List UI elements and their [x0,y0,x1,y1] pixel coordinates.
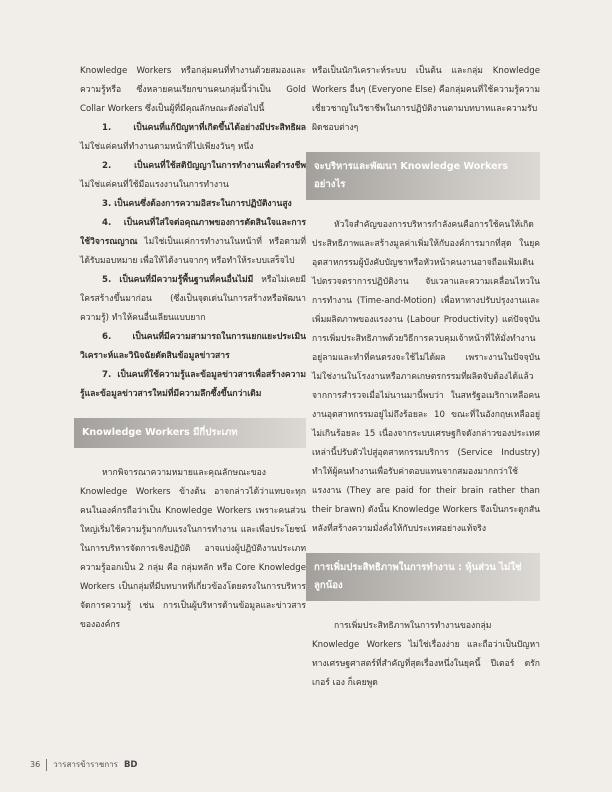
page-footer [30,758,138,771]
trait-lead: 2. เป็นคนที่ใช้สติปัญญาในการทำงานเพื่อดำรงชีพ [102,161,306,171]
trait-item [80,366,306,404]
trait-item [80,214,306,271]
trait-rest: หรือไม่เคยมีใครสร้างขึ้นมาก่อน (ซึ่งเป็นจุดเด่นในการสร้างหรือพัฒนาความรู้) ทำให้คนอื่นเลียนแบบยาก [80,275,307,323]
trait-rest: ไม่ใช่เป็นแค่การทำงานในหน้าที่ หรือตามที่ได้รับมอบหมาย เพื่อให้ได้งานจากๆ หรือทำให้ระบบเสร็จไป [80,237,306,266]
right-column [312,62,540,693]
trait-lead: 1. เป็นคนที่แก้ปัญหาที่เกิดขึ้นได้อย่างมีประสิทธิผล [102,123,306,133]
magazine-title: วารสารข้าราชการ [53,760,118,769]
trait-item [80,157,306,195]
trait-lead: 7. เป็นคนที่ใช้ความรู้และข้อมูลข่าวสารเพื่อสร้างความรู้และข้อมูลข่าวสารใหม่ที่มีความลึกซึ้งขึ้นกว่าเดิม [80,370,306,399]
right-intro-paragraph: หรือเป็นนักวิเคราะห์ระบบ เป็นต้น และกลุ่ม Knowledge Workers อื่นๆ (Everyone Else) คือกลุ่มคนที่ใช้ความรู้ความเชี่ยวชาญในวิชาชีพในการปฏิบัติงานตามบทบาทและความรับผิดชอบต่างๆ [312,66,540,133]
magazine-logo: BD [123,759,138,770]
trait-lead: 6. เป็นคนที่มีความสามารถในการแยกแยะประเมิน วิเคราะห์และวินิจฉัยตัดสินข้อมูลข่าวสาร [80,332,306,361]
section-heading-types: Knowledge Workers มีกี่ประเภท [74,418,306,448]
trait-item [80,195,306,214]
section-heading-productivity: การเพิ่มประสิทธิภาพในการทำงาน : หุ้นส่วน ไม่ใช่ลูกน้อง [306,553,540,601]
productivity-paragraph: การเพิ่มประสิทธิภาพในการทำงานของกลุ่ม Knowledge Workers ไม่ใช่เรื่องง่าย และถือว่าเป็นปัญหาทางเศรษฐศาสตร์ที่สำคัญที่สุดเรื่องหนึ่งในยุคนี้ ปีเตอร์ ดรักเกอร์ เอง ก็เคยพูด [312,621,540,688]
section-heading-management: จะบริหารและพัฒนา Knowledge Workers อย่างไร [306,152,540,200]
traits-list [80,119,306,404]
trait-item [80,119,306,157]
trait-item [80,328,306,366]
trait-rest: ไม่ใช่แค่คนที่ทำงานตามหน้าที่ไปเพียงวันๆ หนึ่ง [80,142,254,152]
left-column [80,62,306,635]
trait-lead: 5. เป็นคนที่มีความรู้พื้นฐานที่คนอื่นไม่มี [102,275,254,285]
management-paragraph: หัวใจสำคัญของการบริหารกำลังคนคือการใช้คนให้เกิดประสิทธิภาพและสร้างมูลค่าเพิ่มให้กับองค์การมากที่สุด ในยุคอุตสาหกรรมผู้บังคับบัญชาหรือหัวหน้าคนงานอาจถือแฟ้มเดินไปตรวจตราการปฏิบัติงาน จับเวลาและความเคลื่อนไหวในการทำงาน (Time-and-Motion) เพื่อหาทางปรับปรุงงานและเพิ่มผลิตภาพของแรงงาน (Labour Productivity) แต่ปัจจุบันการเพิ่มประสิทธิภาพด้วยวิธีการควบคุมเจ้าหน้าที่ให้มั่งทำงานอยู่ลามและทำที่คนตรงจะใช้ไม่ได้ผล เพราะงานในปัจจุบันไม่ใช่งานในโรงงานหรือภาคเกษตรกรรมที่ผลิตจับต้องได้แล้ว จากการสำรวจเมื่อไม่นานมานี้พบว่า ในสหรัฐอเมริกาเหลือคนงานอุตสาหกรรมอยู่ไม่ถึงร้อยละ 10 ขณะที่ในอังกฤษเหลืออยู่ไม่เกินร้อยละ 15 เนื่องจากระบบเศรษฐกิจดังกล่าวของประเทศเหล่านี้ปรับตัวไปสู่อุตสาหกรรมบริการ (Service Industry) ทำให้ผู้คนทำงานเพื่อรับค่าตอบแทนจากสมองมากกว่าใช้แรงงาน (They are paid for their brain rather than their brawn) ดังนั้น Knowledge Workers จึงเป็นกระดูกสันหลังที่สร้างความมั่งคั่งให้กับประเทศอย่างแท้จริง [312,220,540,534]
trait-lead: 3. เป็นคนซึ่งต้องการความอิสระในการปฏิบัติงานสูง [102,199,292,209]
footer-divider [46,759,47,771]
page-number: 36 [30,760,41,769]
trait-rest: ไม่ใช่แค่คนที่ใช้มือแรงงานในการทำงาน [80,180,229,190]
left-intro-paragraph: Knowledge Workers หรือกลุ่มคนที่ทำงานด้วยสมองและความรู้หรือ ซึ่งหลายคนเรียกขานคนกลุ่มนี้ว่าเป็น Gold Collar Workers ซึ่งเป็นผู้ที่มีคุณลักษณะดังต่อไปนี้ [80,66,306,114]
trait-lead: 4. เป็นคนที่ใส่ใจต่อคุณภาพของการตัดสินใจและการใช้วิจารณญาณ [80,218,306,247]
trait-item [80,271,306,328]
left-body-paragraph: หากพิจารณาความหมายและคุณลักษณะของ Knowledge Workers ข้างต้น อาจกล่าวได้ว่าแทบจะทุกคนในองค์กรถือว่าเป็น Knowledge Workers เพราะคนส่วนใหญ่เริ่มใช้ความรู้มากกับแรงในการทำงาน และเพื่อประโยชน์ในการบริหารจัดการเชิงปฏิบัติ อาจแบ่งผู้ปฏิบัติงานประเภทความรู้ออกเป็น 2 กลุ่ม คือ กลุ่มหลัก หรือ Core Knowledge Workers เป็นกลุ่มที่มีบทบาทที่เกี่ยวข้องโดยตรงในการบริหารจัดการความรู้ เช่น การเป็นผู้บริหารด้านข้อมูลและข่าวสารขององค์กร [80,468,306,630]
